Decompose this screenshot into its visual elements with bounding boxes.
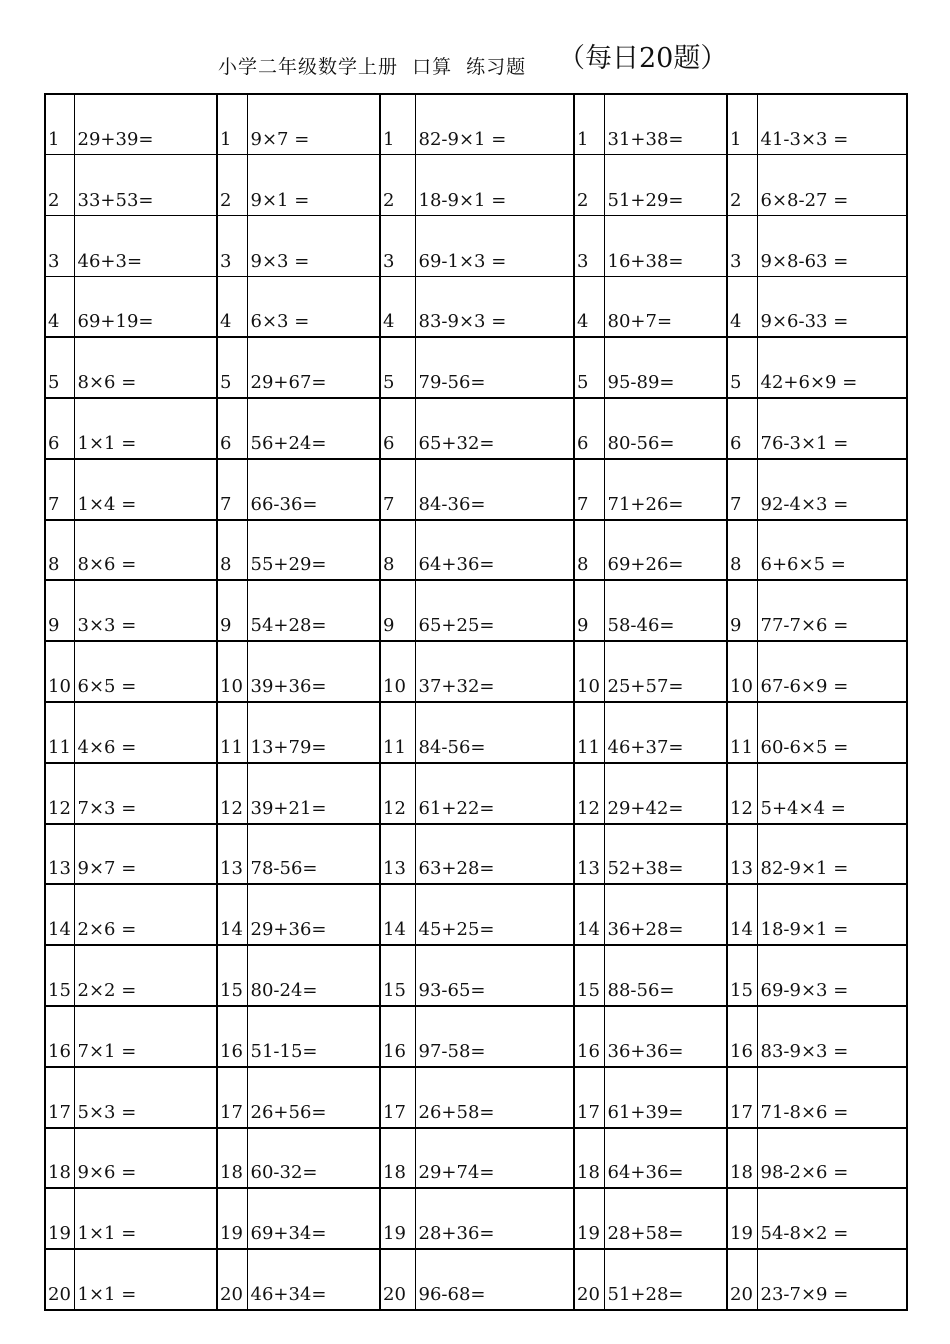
problem-number: 2 (217, 155, 247, 216)
problem-expression[interactable]: 69+34= (247, 1188, 380, 1249)
problem-number: 1 (727, 94, 757, 155)
problem-expression[interactable]: 29+67= (247, 337, 380, 398)
problem-expression[interactable]: 8×6 = (74, 337, 217, 398)
problem-number: 10 (217, 641, 247, 702)
problem-expression[interactable]: 65+25= (415, 580, 574, 641)
problem-expression[interactable]: 18-9×1 = (415, 155, 574, 216)
problem-expression[interactable]: 5+4×4 = (757, 763, 907, 824)
problem-expression[interactable]: 6+6×5 = (757, 520, 907, 581)
problem-number: 7 (574, 459, 604, 520)
problem-expression[interactable]: 9×8-63 = (757, 216, 907, 277)
problem-expression[interactable]: 29+39= (74, 94, 217, 155)
problem-number: 20 (727, 1249, 757, 1310)
problem-number: 20 (574, 1249, 604, 1310)
problem-number: 17 (380, 1067, 415, 1128)
exercise-row (45, 216, 907, 277)
problem-number: 14 (45, 884, 74, 945)
problem-number: 16 (45, 1006, 74, 1067)
problem-number: 8 (574, 520, 604, 581)
problem-expression[interactable]: 9×1 = (247, 155, 380, 216)
problem-number: 11 (45, 702, 74, 763)
problem-expression[interactable]: 80-56= (604, 398, 727, 459)
problem-expression[interactable]: 46+34= (247, 1249, 380, 1310)
problem-number: 3 (727, 216, 757, 277)
problem-expression[interactable]: 33+53= (74, 155, 217, 216)
problem-expression[interactable]: 84-36= (415, 459, 574, 520)
problem-expression[interactable]: 1×1 = (74, 398, 217, 459)
problem-number: 6 (380, 398, 415, 459)
problem-expression[interactable]: 97-58= (415, 1006, 574, 1067)
problem-number: 4 (380, 276, 415, 337)
problem-expression[interactable]: 6×5 = (74, 641, 217, 702)
exercise-row (45, 824, 907, 885)
problem-number: 8 (217, 520, 247, 581)
problem-number: 1 (574, 94, 604, 155)
problem-number: 16 (727, 1006, 757, 1067)
problem-number: 4 (727, 276, 757, 337)
exercise-row (45, 580, 907, 641)
problem-expression[interactable]: 96-68= (415, 1249, 574, 1310)
problem-expression[interactable]: 23-7×9 = (757, 1249, 907, 1310)
problem-expression[interactable]: 56+24= (247, 398, 380, 459)
problem-number: 17 (217, 1067, 247, 1128)
problem-expression[interactable]: 7×1 = (74, 1006, 217, 1067)
problem-expression[interactable]: 13+79= (247, 702, 380, 763)
problem-number: 10 (727, 641, 757, 702)
problem-number: 18 (45, 1128, 74, 1189)
problem-number: 13 (45, 824, 74, 885)
problem-number: 1 (45, 94, 74, 155)
problem-number: 5 (45, 337, 74, 398)
problem-expression[interactable]: 7×3 = (74, 763, 217, 824)
exercise-row (45, 459, 907, 520)
problem-number: 10 (574, 641, 604, 702)
problem-number: 6 (727, 398, 757, 459)
problem-number: 1 (380, 94, 415, 155)
problem-number: 9 (217, 580, 247, 641)
problem-number: 12 (380, 763, 415, 824)
exercise-grid-body (45, 94, 907, 1310)
problem-number: 12 (574, 763, 604, 824)
problem-number: 14 (380, 884, 415, 945)
problem-expression[interactable]: 55+29= (247, 520, 380, 581)
problem-number: 20 (45, 1249, 74, 1310)
problem-expression[interactable]: 67-6×9 = (757, 641, 907, 702)
problem-expression[interactable]: 76-3×1 = (757, 398, 907, 459)
problem-number: 9 (574, 580, 604, 641)
problem-expression[interactable]: 71+26= (604, 459, 727, 520)
problem-expression[interactable]: 92-4×3 = (757, 459, 907, 520)
problem-number: 7 (217, 459, 247, 520)
exercise-row (45, 884, 907, 945)
exercise-grid (44, 93, 908, 1311)
problem-number: 20 (380, 1249, 415, 1310)
problem-number: 14 (574, 884, 604, 945)
exercise-row (45, 1249, 907, 1310)
problem-number: 19 (217, 1188, 247, 1249)
problem-number: 10 (45, 641, 74, 702)
problem-expression[interactable]: 64+36= (415, 520, 574, 581)
problem-number: 9 (727, 580, 757, 641)
problem-number: 6 (217, 398, 247, 459)
problem-number: 10 (380, 641, 415, 702)
problem-expression[interactable]: 39+21= (247, 763, 380, 824)
problem-number: 7 (727, 459, 757, 520)
problem-expression[interactable]: 18-9×1 = (757, 884, 907, 945)
exercise-row (45, 1006, 907, 1067)
problem-number: 8 (45, 520, 74, 581)
problem-expression[interactable]: 6×8-27 = (757, 155, 907, 216)
worksheet-subtitle: （每日20题） (558, 43, 728, 74)
problem-number: 12 (45, 763, 74, 824)
problem-number: 5 (217, 337, 247, 398)
problem-number: 13 (727, 824, 757, 885)
problem-expression[interactable]: 61+22= (415, 763, 574, 824)
exercise-row (45, 1128, 907, 1189)
problem-expression[interactable]: 29+36= (247, 884, 380, 945)
problem-number: 19 (380, 1188, 415, 1249)
problem-number: 4 (574, 276, 604, 337)
problem-expression[interactable]: 28+58= (604, 1188, 727, 1249)
worksheet-title: 小学二年级数学上册 口算 练习题 (218, 56, 527, 78)
problem-number: 18 (217, 1128, 247, 1189)
problem-expression[interactable]: 28+36= (415, 1188, 574, 1249)
problem-number: 3 (45, 216, 74, 277)
problem-expression[interactable]: 45+25= (415, 884, 574, 945)
problem-expression[interactable]: 80-24= (247, 945, 380, 1006)
exercise-row (45, 945, 907, 1006)
problem-expression[interactable]: 51+29= (604, 155, 727, 216)
exercise-row (45, 1067, 907, 1128)
problem-expression[interactable]: 36+36= (604, 1006, 727, 1067)
problem-number: 6 (45, 398, 74, 459)
problem-expression[interactable]: 54+28= (247, 580, 380, 641)
exercise-row (45, 155, 907, 216)
problem-number: 1 (217, 94, 247, 155)
problem-expression[interactable]: 80+7= (604, 276, 727, 337)
problem-expression[interactable]: 88-56= (604, 945, 727, 1006)
problem-number: 16 (380, 1006, 415, 1067)
problem-number: 17 (727, 1067, 757, 1128)
problem-number: 16 (217, 1006, 247, 1067)
problem-number: 8 (380, 520, 415, 581)
problem-expression[interactable]: 9×3 = (247, 216, 380, 277)
problem-expression[interactable]: 9×6-33 = (757, 276, 907, 337)
exercise-row (45, 94, 907, 155)
exercise-row (45, 398, 907, 459)
problem-number: 11 (574, 702, 604, 763)
problem-expression[interactable]: 46+3= (74, 216, 217, 277)
problem-expression[interactable]: 8×6 = (74, 520, 217, 581)
problem-number: 2 (727, 155, 757, 216)
problem-number: 17 (574, 1067, 604, 1128)
problem-number: 5 (380, 337, 415, 398)
problem-expression[interactable]: 64+36= (604, 1128, 727, 1189)
problem-expression[interactable]: 52+38= (604, 824, 727, 885)
problem-expression[interactable]: 65+32= (415, 398, 574, 459)
exercise-row (45, 1188, 907, 1249)
problem-expression[interactable]: 82-9×1 = (757, 824, 907, 885)
problem-number: 15 (574, 945, 604, 1006)
problem-number: 9 (45, 580, 74, 641)
problem-expression[interactable]: 4×6 = (74, 702, 217, 763)
problem-expression[interactable]: 93-65= (415, 945, 574, 1006)
problem-expression[interactable]: 6×3 = (247, 276, 380, 337)
problem-number: 4 (217, 276, 247, 337)
problem-number: 15 (45, 945, 74, 1006)
problem-expression[interactable]: 84-56= (415, 702, 574, 763)
problem-expression[interactable]: 83-9×3 = (415, 276, 574, 337)
problem-expression[interactable]: 69+26= (604, 520, 727, 581)
problem-number: 2 (574, 155, 604, 216)
problem-expression[interactable]: 82-9×1 = (415, 94, 574, 155)
problem-number: 2 (45, 155, 74, 216)
problem-expression[interactable]: 46+37= (604, 702, 727, 763)
problem-number: 20 (217, 1249, 247, 1310)
problem-expression[interactable]: 98-2×6 = (757, 1128, 907, 1189)
problem-expression[interactable]: 36+28= (604, 884, 727, 945)
problem-expression[interactable]: 29+74= (415, 1128, 574, 1189)
exercise-row (45, 520, 907, 581)
problem-expression[interactable]: 39+36= (247, 641, 380, 702)
problem-number: 3 (217, 216, 247, 277)
problem-expression[interactable]: 25+57= (604, 641, 727, 702)
problem-number: 11 (217, 702, 247, 763)
problem-expression[interactable]: 26+58= (415, 1067, 574, 1128)
problem-expression[interactable]: 69-9×3 = (757, 945, 907, 1006)
problem-expression[interactable]: 51-15= (247, 1006, 380, 1067)
problem-number: 9 (380, 580, 415, 641)
problem-expression[interactable]: 69+19= (74, 276, 217, 337)
problem-number: 13 (380, 824, 415, 885)
exercise-row (45, 276, 907, 337)
problem-expression[interactable]: 54-8×2 = (757, 1188, 907, 1249)
problem-number: 6 (574, 398, 604, 459)
problem-expression[interactable]: 1×4 = (74, 459, 217, 520)
problem-number: 7 (45, 459, 74, 520)
problem-expression[interactable]: 78-56= (247, 824, 380, 885)
problem-number: 15 (217, 945, 247, 1006)
exercise-row (45, 702, 907, 763)
problem-expression[interactable]: 2×6 = (74, 884, 217, 945)
problem-expression[interactable]: 3×3 = (74, 580, 217, 641)
problem-number: 7 (380, 459, 415, 520)
exercise-row (45, 337, 907, 398)
problem-number: 12 (727, 763, 757, 824)
problem-number: 18 (380, 1128, 415, 1189)
problem-expression[interactable]: 66-36= (247, 459, 380, 520)
problem-expression[interactable]: 9×7 = (74, 824, 217, 885)
exercise-row (45, 641, 907, 702)
problem-expression[interactable]: 5×3 = (74, 1067, 217, 1128)
problem-number: 4 (45, 276, 74, 337)
problem-number: 15 (380, 945, 415, 1006)
exercise-row (45, 763, 907, 824)
problem-expression[interactable]: 31+38= (604, 94, 727, 155)
problem-expression[interactable]: 69-1×3 = (415, 216, 574, 277)
problem-number: 19 (45, 1188, 74, 1249)
problem-expression[interactable]: 77-7×6 = (757, 580, 907, 641)
problem-number: 18 (727, 1128, 757, 1189)
problem-number: 11 (727, 702, 757, 763)
problem-expression[interactable]: 58-46= (604, 580, 727, 641)
problem-expression[interactable]: 51+28= (604, 1249, 727, 1310)
problem-number: 5 (727, 337, 757, 398)
problem-number: 11 (380, 702, 415, 763)
problem-number: 2 (380, 155, 415, 216)
problem-number: 16 (574, 1006, 604, 1067)
problem-number: 19 (574, 1188, 604, 1249)
problem-expression[interactable]: 26+56= (247, 1067, 380, 1128)
problem-expression[interactable]: 9×7 = (247, 94, 380, 155)
problem-number: 8 (727, 520, 757, 581)
problem-number: 17 (45, 1067, 74, 1128)
problem-expression[interactable]: 2×2 = (74, 945, 217, 1006)
problem-expression[interactable]: 83-9×3 = (757, 1006, 907, 1067)
problem-number: 13 (574, 824, 604, 885)
problem-expression[interactable]: 61+39= (604, 1067, 727, 1128)
problem-number: 3 (380, 216, 415, 277)
problem-expression[interactable]: 60-32= (247, 1128, 380, 1189)
problem-expression[interactable]: 16+38= (604, 216, 727, 277)
problem-expression[interactable]: 79-56= (415, 337, 574, 398)
problem-number: 15 (727, 945, 757, 1006)
problem-expression[interactable]: 41-3×3 = (757, 94, 907, 155)
problem-expression[interactable]: 9×6 = (74, 1128, 217, 1189)
problem-number: 5 (574, 337, 604, 398)
problem-number: 14 (217, 884, 247, 945)
problem-expression[interactable]: 1×1 = (74, 1188, 217, 1249)
problem-expression[interactable]: 63+28= (415, 824, 574, 885)
problem-expression[interactable]: 42+6×9 = (757, 337, 907, 398)
problem-expression[interactable]: 1×1 = (74, 1249, 217, 1310)
problem-number: 3 (574, 216, 604, 277)
problem-number: 12 (217, 763, 247, 824)
problem-expression[interactable]: 95-89= (604, 337, 727, 398)
problem-number: 18 (574, 1128, 604, 1189)
worksheet-header (0, 30, 950, 80)
problem-expression[interactable]: 71-8×6 = (757, 1067, 907, 1128)
problem-number: 19 (727, 1188, 757, 1249)
problem-expression[interactable]: 60-6×5 = (757, 702, 907, 763)
problem-number: 14 (727, 884, 757, 945)
problem-number: 13 (217, 824, 247, 885)
problem-expression[interactable]: 29+42= (604, 763, 727, 824)
problem-expression[interactable]: 37+32= (415, 641, 574, 702)
